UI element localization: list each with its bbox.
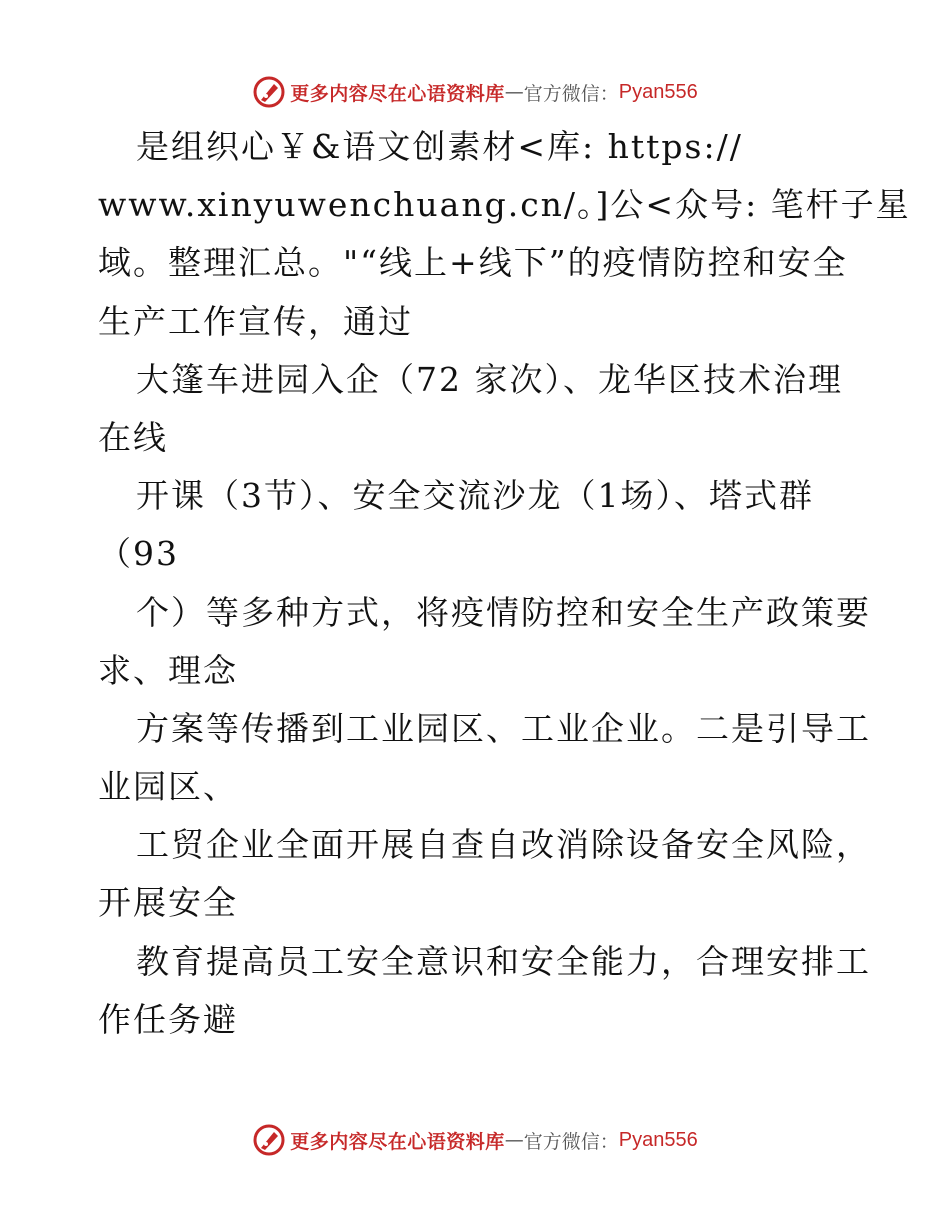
watermark-separator: — <box>504 81 524 103</box>
body-text-line: 工贸企业全面开展自查自改消除设备安全风险， <box>136 825 871 865</box>
body-text-line: （93 <box>98 534 179 574</box>
watermark-contact-label: 官方微信： <box>523 82 619 105</box>
body-text-line: 开课（3节）、安全交流沙龙（1场）、塔式群 <box>136 476 814 516</box>
footer-watermark <box>0 1120 950 1160</box>
document-body <box>98 118 911 1049</box>
watermark-separator: — <box>504 1129 524 1151</box>
body-text-line: 方案等传播到工业园区、工业企业。二是引导工 <box>136 708 871 748</box>
body-text-line: 域。整理汇总。"“线上+线下”的疫情防控和安全 <box>98 243 848 283</box>
body-text-line: 大篷车进园入企（72 家次）、龙华区技术治理 <box>136 359 843 399</box>
body-text-line: 求、理念 <box>98 650 238 690</box>
watermark-brand: 更多内容尽在心语资料库 <box>290 82 505 105</box>
body-text-line: 作任务避 <box>98 999 238 1039</box>
body-text-line: 开展安全 <box>98 883 238 923</box>
body-text-line: 个）等多种方式，将疫情防控和安全生产政策要 <box>136 592 871 632</box>
watermark-contact-id: Pyan556 <box>618 1128 698 1151</box>
watermark-brand: 更多内容尽在心语资料库 <box>290 1130 505 1153</box>
body-text-line: 在线 <box>98 417 168 457</box>
watermark-contact-label: 官方微信： <box>523 1130 619 1153</box>
body-text-line: www.xinyuwenchuang.cn/。]公<众号: 笔杆子星 <box>98 185 911 225</box>
body-text-line: 生产工作宣传，通过 <box>98 301 413 341</box>
body-text-line: 业园区、 <box>98 767 238 807</box>
pen-logo-icon <box>252 1123 286 1157</box>
body-text-line: 教育提高员工安全意识和安全能力，合理安排工 <box>136 941 871 981</box>
header-watermark <box>0 72 950 112</box>
body-text-line: 是组织心￥&语文创素材<库: https:// <box>136 127 743 166</box>
pen-logo-icon <box>252 75 286 109</box>
watermark-contact-id: Pyan556 <box>618 80 698 103</box>
